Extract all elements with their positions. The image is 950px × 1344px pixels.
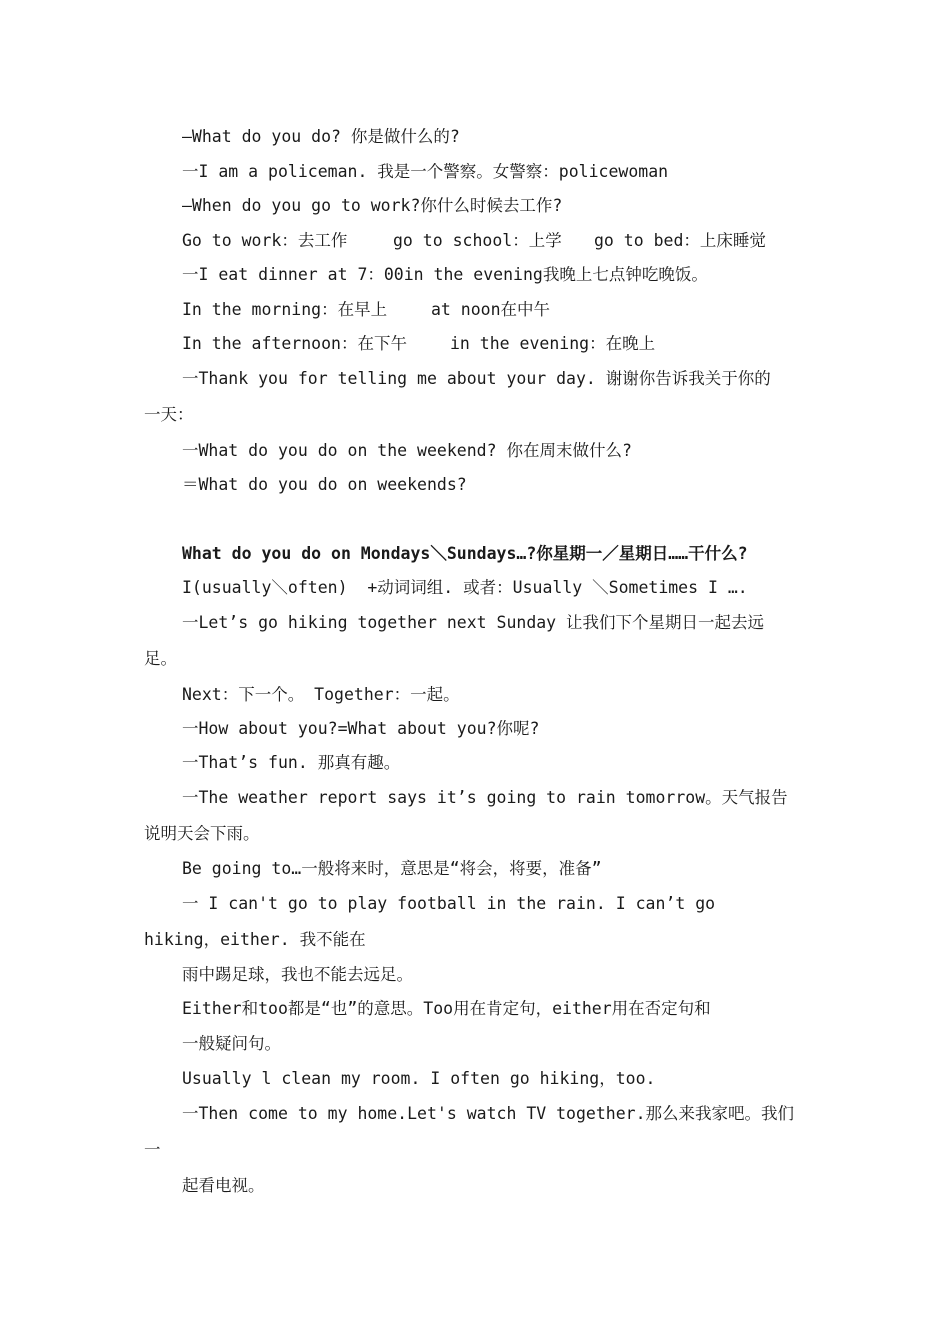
text-line-14: 一Let’s go hiking together next Sunday 让我们下个星期日一起去远	[182, 613, 765, 632]
text-line-27: Usually l clean my room. I often go hiking，too.	[182, 1069, 656, 1088]
section-heading: What do you do on Mondays＼Sundays…?你星期一／星期日……干什么?	[182, 544, 748, 563]
text-line-20: 说明天会下雨。	[144, 824, 260, 843]
text-line-5: 一I eat dinner at 7：00in the evening我晚上七点钟吃晚饭。	[182, 265, 708, 284]
text-line-1: —What do you do? 你是做什么的?	[182, 127, 460, 146]
text-line-11: ＝What do you do on weekends?	[182, 475, 467, 494]
text-line-4b: go to school：上学	[393, 231, 562, 250]
text-line-16: Next：下一个。 Together：一起。	[182, 685, 460, 704]
text-line-24: 雨中踢足球，我也不能去远足。	[182, 965, 413, 984]
text-line-10: 一What do you do on the weekend? 你在周末做什么?	[182, 441, 632, 460]
text-line-7b: in the evening：在晚上	[450, 334, 656, 353]
text-line-3: —When do you go to work?你什么时候去工作?	[182, 196, 563, 215]
text-line-9: 一天：	[144, 405, 194, 424]
text-line-15: 足。	[144, 649, 177, 668]
text-line-25: Either和too都是“也”的意思。Too用在肯定句，either用在否定句和	[182, 999, 711, 1018]
text-line-4c: go to bed：上床睡觉	[594, 231, 766, 250]
text-line-4a: Go to work：去工作	[182, 231, 348, 250]
text-line-17: 一How about you?=What about you?你呢?	[182, 719, 540, 738]
text-line-7a: In the afternoon：在下午	[182, 334, 407, 353]
text-line-21: Be going to…一般将来时，意思是“将会，将要，准备”	[182, 859, 602, 878]
text-line-26: 一般疑问句。	[182, 1034, 281, 1053]
text-line-13: I(usually＼often) +动词词组. 或者：Usually ＼Sometimes I ….	[182, 578, 748, 597]
text-line-2: 一I am a policeman. 我是一个警察。女警察：policewoman	[182, 162, 669, 181]
text-line-18: 一That’s fun. 那真有趣。	[182, 753, 401, 772]
text-line-29: 一	[144, 1140, 161, 1159]
text-line-6a: In the morning：在早上	[182, 300, 388, 319]
text-line-30: 起看电视。	[182, 1176, 265, 1195]
text-line-22: 一 I can't go to play football in the rain. I can’t go	[182, 894, 716, 913]
text-line-8: 一Thank you for telling me about your day. 谢谢你告诉我关于你的	[182, 369, 771, 388]
text-line-6b: at noon在中午	[431, 300, 551, 319]
text-line-19: 一The weather report says it’s going to rain tomorrow。天气报告	[182, 788, 788, 807]
text-line-28: 一Then come to my home.Let's watch TV together.那么来我家吧。我们	[182, 1104, 795, 1123]
text-line-23: hiking，either. 我不能在	[144, 930, 366, 949]
